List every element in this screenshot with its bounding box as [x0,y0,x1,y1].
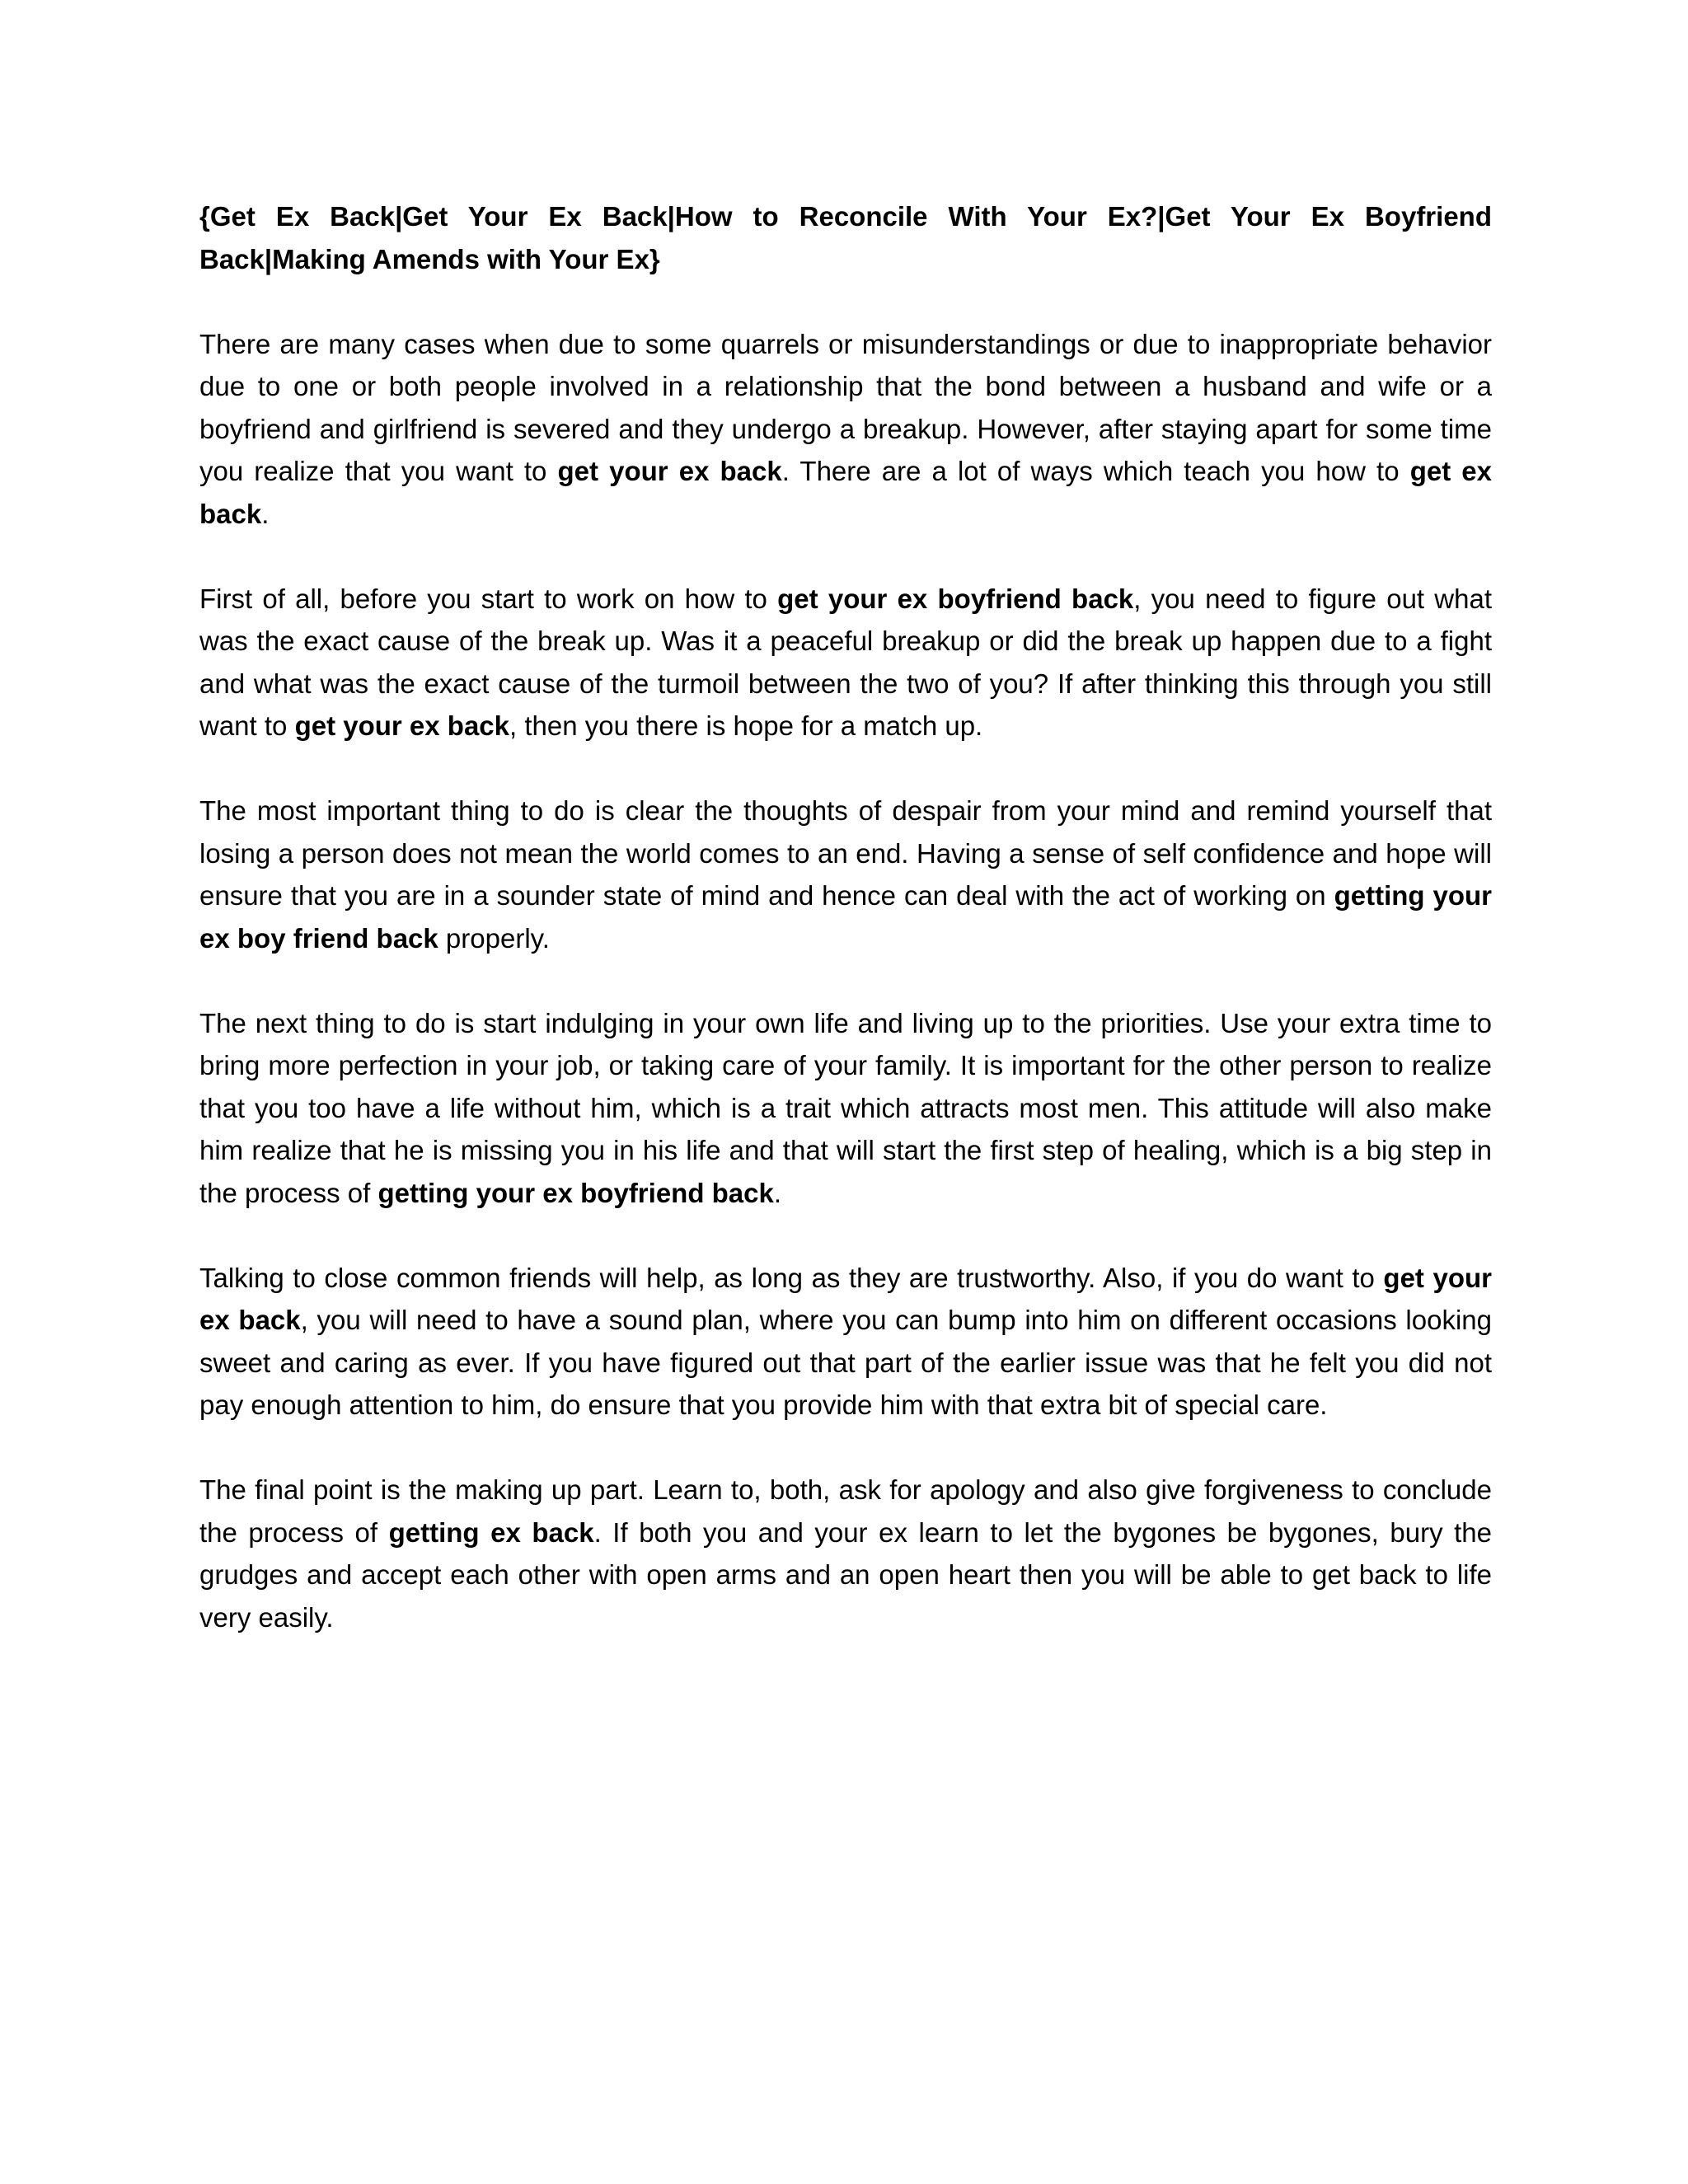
body-paragraph [199,1002,1492,1215]
bold-keyword: getting your ex boyfriend back [377,1177,774,1208]
paragraph-text: , you need to figure out what was the exact cause of the break up. Was it a peaceful breakup or did the break up happen due to a fight and what was the exact cause of the turmoil between the two of you? If after thinking this through you still want to [199,583,1493,741]
paragraph-text: The next thing to do is start indulging in your own life and living up to the priorities. Use your extra time to bring more perfection in your job, or taking care of your family. It is important for the other person to realize that you too have a life without him, which is a trait which attracts most men. This attitude will also make him realize that he is missing you in his life and that will start the first step of healing, which is a big step in the process of [199,1007,1492,1208]
paragraph-text: There are many cases when due to some quarrels or misunderstandings or due to inappropriate behavior due to one or both people involved in a relationship that the bond between a husband and wife or a boyfriend and girlfriend is severed and they undergo a breakup. However, after staying apart for some time you realize that you want to [199,328,1492,486]
bold-keyword: get ex back [199,456,1492,529]
paragraph-list [199,323,1492,1639]
paragraph-text: . If both you and your ex learn to let the bygones be bygones, bury the grudges and accept each other with open arms and an open heart then you will be able to get back to life very easily. [199,1516,1492,1633]
paragraph-text: The most important thing to do is clear the thoughts of despair from your mind and remind yourself that losing a person does not mean the world comes to an end. Having a sense of self confidence and hope will ensure that you are in a sounder state of mind and hence can deal with the act of working on [199,795,1492,911]
paragraph-text: First of all, before you start to work on how to [199,583,778,614]
body-paragraph [199,323,1492,536]
body-paragraph [199,1469,1492,1638]
paragraph-text: . [773,1177,782,1208]
paragraph-text: The final point is the making up part. Learn to, both, ask for apology and also give forgiveness to conclude the process of [199,1474,1492,1548]
paragraph-text: Talking to close common friends will help, as long as they are trustworthy. Also, if you do want to [199,1262,1384,1293]
bold-keyword: get your ex back [294,710,510,741]
body-paragraph [199,578,1492,748]
bold-keyword: get your ex back [199,1262,1492,1335]
bold-keyword: getting ex back [388,1516,594,1548]
bold-keyword: getting your ex boy friend back [199,880,1493,954]
body-paragraph [199,790,1492,959]
bold-keyword: get your ex back [557,456,782,486]
paragraph-text: properly. [438,922,550,954]
paragraph-text: , you will need to have a sound plan, where you can bump into him on different occasions looking sweet and caring as ever. If you have figured out that part of the earlier issue was that he felt you did not pay enough attention to him, do ensure that you provide him with that extra bit of special care. [199,1305,1493,1420]
paragraph-text: . [261,498,270,529]
document-title: {Get Ex Back|Get Your Ex Back|How to Reconcile With Your Ex?|Get Your Ex Boyfriend Back|Making Amends with Your Ex} [199,201,1492,274]
body-paragraph [199,1257,1492,1427]
bold-keyword: get your ex boyfriend back [777,583,1134,614]
document-body [199,195,1492,1681]
paragraph-text: , then you there is hope for a match up. [509,710,983,741]
paragraph-text: . There are a lot of ways which teach you how to [781,456,1410,486]
